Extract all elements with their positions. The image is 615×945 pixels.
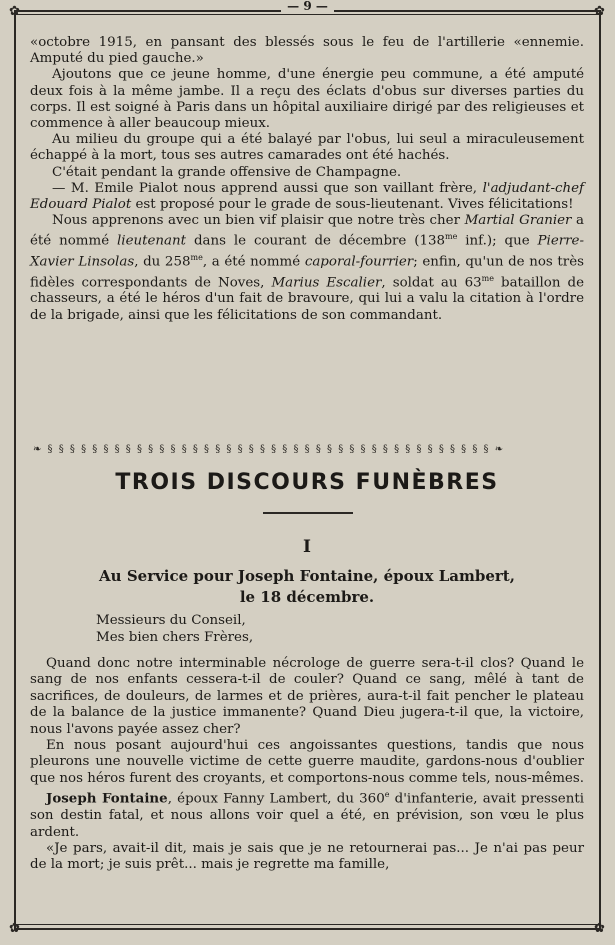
frame-left-line [14, 10, 16, 930]
section-number: I [303, 537, 311, 557]
ornamental-divider: ❧ § § § § § § § § § § § § § § § § § § § § § § § § § § § § § § § § § § § § § § § § ❧ [33, 444, 505, 455]
salutation [96, 612, 253, 646]
title-underline [263, 512, 353, 514]
corner-ornament-icon: ✿ [9, 4, 20, 19]
salutation-line: Mes bien chers Frères, [96, 630, 254, 645]
corner-ornament-icon: ✿ [594, 4, 605, 19]
paragraph: Ajoutons que ce jeune homme, d'une énergie peu commune, a été amputé deux fois à la même jambe. Il a reçu des éclats d'obus sur diverses parties du corps. Il est soigné à Paris dans un hôpital auxiliaire dirigé par des religieuses et commence à aller beaucoup mieux. [30, 67, 584, 132]
paragraph: «octobre 1915, en pansant des blessés sous le feu de l'artillerie «ennemie. Amputé du pied gauche.» [30, 35, 584, 67]
paragraph: — M. Emile Pialot nous apprend aussi que son vaillant frère, l'adjudant-chef Edouard Pialot est proposé pour le grade de sous-lieutenant. Vives félicitations! [30, 180, 584, 213]
paragraph: «Je pars, avait-il dit, mais je sais que je ne retournerai pas... Je n'ai pas peur de la mort; je suis prêt... mais je regrette ma famille, [30, 840, 584, 873]
paragraph: C'était pendant la grande offensive de Champagne. [52, 164, 402, 180]
frame-right-line [599, 10, 601, 930]
speech-body [30, 656, 584, 874]
subtitle-line: le 18 décembre. [239, 588, 375, 606]
section-title: TROIS DISCOURS FUNÈBRES [115, 470, 499, 495]
paragraph: Joseph Fontaine, époux Fanny Lambert, du 360e d'infanterie, avait pressenti son destin fatal, et nous allons voir quel a été, en prévision, son vœu le plus ardent. [30, 790, 584, 840]
frame-bottom-line [14, 928, 601, 930]
corner-ornament-icon: ✿ [9, 921, 20, 936]
paragraph: Nous apprenons avec un bien vif plaisir que notre très cher Martial Granier a été nommé lieutenant dans le courant de décembre ($138^{me}$ inf.); que Pierre-Xavier Linsolas, du $258^{me}$, a été nommé caporal-fourrier; enfin, qu'un de nos très fidèles correspondants de Noves, Marius Escalier, soldat au $63^{me}$ bataillon de chasseurs, a été le héros d'un fait de bravoure, qui lui a valu la citation à l'ordre de la brigade, ainsi que les félicitations de son commandant. [30, 213, 585, 323]
paragraph: Au milieu du groupe qui a été balayé par l'obus, lui seul a miraculeusement échappé à la mort, tous ses autres camarades ont été hachés. [30, 132, 584, 164]
corner-ornament-icon: ✿ [594, 921, 605, 936]
frame-bottom-line-inner [14, 924, 601, 925]
frame-top-line-inner [14, 14, 601, 15]
subtitle-line: Au Service pour Joseph Fontaine, époux Lambert, [99, 567, 515, 585]
section-subtitle [30, 566, 584, 608]
salutation-line: Messieurs du Conseil, [96, 613, 246, 628]
paragraph: En nous posant aujourd'hui ces angoissantes questions, tandis que nous pleurons une nouvelle victime de cette guerre maudite, gardons-nous d'oublier que nos héros furent des croyants, et comportons-nous comme tels, nous-mêmes. [30, 738, 584, 786]
paragraph: Quand donc notre interminable nécrologe de guerre sera-t-il clos? Quand le sang de nos enfants cessera-t-il de couler? Quand ce sang, mêlé à tant de sacrifices, de douleurs, de larmes et de prières, aura-t-il fait pencher le plateau de la balance de la justice immanente? Quand Dieu jugera-t-il que, la victoire, nous l'avons payée assez cher? [30, 656, 584, 737]
page-number: — 9 — [0, 0, 615, 12]
top-article [30, 35, 584, 324]
